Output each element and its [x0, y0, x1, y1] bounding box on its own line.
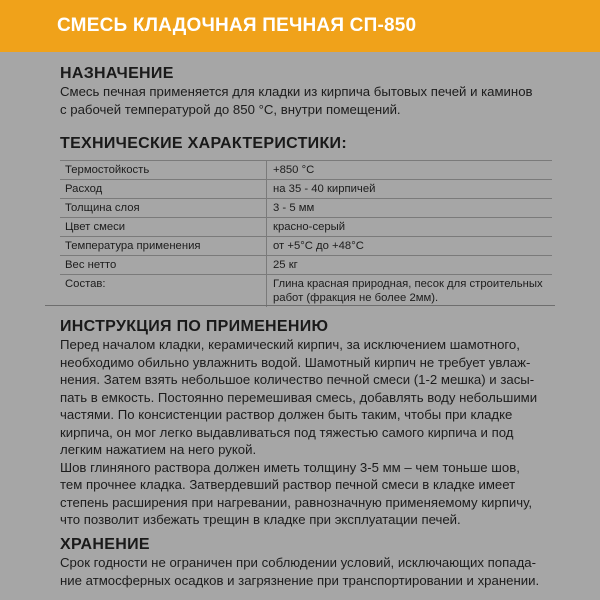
instructions-line: необходимо обильно увлажнить водой. Шамотный кирпич не требует увлаж- — [60, 354, 531, 370]
table-row — [60, 218, 552, 237]
spec-param: Вес нетто — [60, 256, 267, 275]
spec-value-line: +850 °С — [273, 164, 315, 176]
table-row — [60, 180, 552, 199]
storage-line: Срок годности не ограничен при соблюдении условий, исключающих попада- — [60, 555, 537, 570]
instructions-line: кирпича, он мог легко выдавливаться под тяжестью самого кирпича и под — [60, 424, 514, 440]
spec-param: Состав: — [60, 275, 267, 308]
instructions-heading: ИНСТРУКЦИЯ ПО ПРИМЕНЕНИЮ — [60, 318, 329, 335]
instructions-line: нения. Затем взять небольшое количество печной смеси (1-2 мешка) и засы- — [60, 372, 535, 387]
spec-value-line: на 35 - 40 кирпичей — [273, 183, 376, 195]
instructions-line: тем прочнее кладка. Затвердевший раствор печной смеси в кладке имеет — [60, 477, 516, 492]
spec-value — [267, 275, 553, 308]
instructions-line: частями. По консистенции раствор должен быть таким, чтобы при кладке — [60, 407, 513, 422]
spec-param: Температура применения — [60, 237, 267, 256]
purpose-line: с рабочей температурой до 850 °С, внутри помещений. — [60, 101, 401, 117]
instructions-line: Шов глиняного раствора должен иметь толщину 3-5 мм – чем тоньше шов, — [60, 459, 520, 475]
instructions-line: Перед началом кладки, керамический кирпич, за исключением шамотного, — [60, 337, 520, 352]
spec-value-line: 25 кг — [273, 259, 298, 271]
spec-value-line: от +5°С до +48°С — [273, 240, 364, 252]
purpose-heading: НАЗНАЧЕНИЕ — [60, 65, 174, 82]
storage-line: ние атмосферных осадков и загрязнение при транспортировании и хранении. — [60, 572, 540, 588]
instructions-line: степень расширения при нагревании, равнозначную применяемому кирпичу, — [60, 494, 533, 510]
specs-table — [60, 160, 552, 307]
section-divider — [45, 305, 555, 306]
table-row — [60, 256, 552, 275]
spec-param: Толщина слоя — [60, 199, 267, 218]
table-row — [60, 161, 552, 180]
spec-value — [267, 180, 553, 199]
spec-value — [267, 237, 553, 256]
spec-value — [267, 199, 553, 218]
spec-param: Термостойкость — [60, 161, 267, 180]
table-row — [60, 199, 552, 218]
table-row — [60, 237, 552, 256]
instructions-line: пать в емкость. Постоянно перемешивая смесь, добавлять воду небольшими — [60, 389, 538, 405]
instructions-line: что позволит избежать трещин в кладке при эксплуатации печей. — [60, 512, 461, 527]
spec-param: Цвет смеси — [60, 218, 267, 237]
purpose-text — [60, 83, 565, 118]
spec-value — [267, 256, 553, 275]
product-title: СМЕСЬ КЛАДОЧНАЯ ПЕЧНАЯ СП-850 — [57, 15, 417, 36]
specs-heading: ТЕХНИЧЕСКИЕ ХАРАКТЕРИСТИКИ: — [60, 135, 347, 152]
spec-value-line: работ (фракция не более 2мм). — [273, 292, 439, 304]
instructions-text — [60, 336, 565, 529]
instructions-line: легким нажатием на него рукой. — [60, 442, 257, 457]
spec-param: Расход — [60, 180, 267, 199]
storage-text — [60, 554, 565, 589]
spec-value — [267, 161, 553, 180]
purpose-line: Смесь печная применяется для кладки из кирпича бытовых печей и каминов — [60, 84, 533, 99]
storage-heading: ХРАНЕНИЕ — [60, 536, 150, 553]
spec-value-line: Глина красная природная, песок для строительных — [273, 278, 543, 290]
header-banner — [0, 0, 600, 52]
table-row — [60, 275, 552, 308]
spec-value — [267, 218, 553, 237]
spec-value-line: 3 - 5 мм — [273, 202, 315, 214]
spec-value-line: красно-серый — [273, 221, 346, 233]
